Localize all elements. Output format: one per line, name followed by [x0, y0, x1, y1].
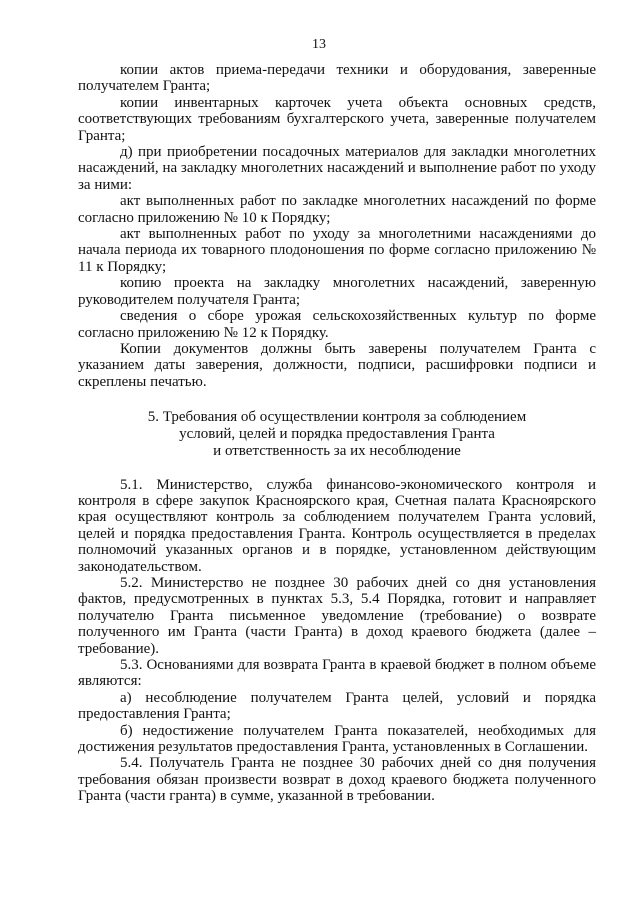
page-number: 13	[312, 37, 326, 52]
paragraph: 5.1. Министерство, служба финансово-экономического контроля и контроля в сфере закупок Красноярского края, Счетная палата Красноярского края осуществляют контроль за соблюдением получателем Гранта условий, целей и порядка предоставления Гранта. Контроль осуществляется в пределах полномочий указанных органов и в порядке, установленном действующим законодательством.	[78, 476, 596, 575]
paragraph: копии инвентарных карточек учета объекта основных средств, соответствующих требованиям бухгалтерского учета, заверенные получателем Гранта;	[78, 94, 596, 144]
paragraph: а) несоблюдение получателем Гранта целей, условий и порядка предоставления Гранта;	[78, 689, 596, 723]
section-heading-line: условий, целей и порядка предоставления Гранта	[179, 425, 495, 442]
document-body	[78, 62, 596, 805]
paragraph: б) недостижение получателем Гранта показателей, необходимых для достижения результатов предоставления Гранта, установленных в Соглашении.	[78, 722, 596, 756]
paragraph: 5.4. Получатель Гранта не позднее 30 рабочих дней со дня получения требования обязан произвести возврат в доход краевого бюджета полученного Гранта (части гранта) в сумме, указанной в требовании.	[78, 755, 596, 805]
paragraph: Копии документов должны быть заверены получателем Гранта с указанием даты заверения, должности, подписи, расшифровки подписи и скреплены печатью.	[78, 340, 596, 390]
section-heading-line: 5. Требования об осуществлении контроля за соблюдением	[147, 409, 527, 426]
paragraph: акт выполненных работ по закладке многолетних насаждений по форме согласно приложению № 10 к Порядку;	[78, 193, 596, 226]
paragraph: копию проекта на закладку многолетних насаждений, заверенную руководителем получателя Гранта;	[78, 275, 596, 308]
section-heading-line: и ответственность за их несоблюдение	[213, 442, 461, 459]
paragraph: 5.3. Основаниями для возврата Гранта в краевой бюджет в полном объеме являются:	[78, 656, 596, 690]
section-heading	[78, 409, 596, 459]
paragraph: копии актов приема-передачи техники и оборудования, заверенные получателем Гранта;	[78, 62, 596, 95]
paragraph: д) при приобретении посадочных материалов для закладки многолетних насаждений, на закладку многолетних насаждений и выполнение работ по уходу за ними:	[78, 144, 596, 193]
paragraph: сведения о сборе урожая сельскохозяйственных культур по форме согласно приложению № 12 к Порядку.	[78, 308, 596, 341]
paragraph: 5.2. Министерство не позднее 30 рабочих дней со дня установления фактов, предусмотренных в пунктах 5.3, 5.4 Порядка, готовит и направляет получателю Гранта письменное уведомление (требование) о возврате полученного им Гранта (части Гранта) в доход краевого бюджета (далее – требование).	[78, 574, 596, 657]
paragraph: акт выполненных работ по уходу за многолетними насаждениями до начала периода их товарного плодоношения по форме согласно приложению № 11 к Порядку;	[78, 226, 596, 275]
